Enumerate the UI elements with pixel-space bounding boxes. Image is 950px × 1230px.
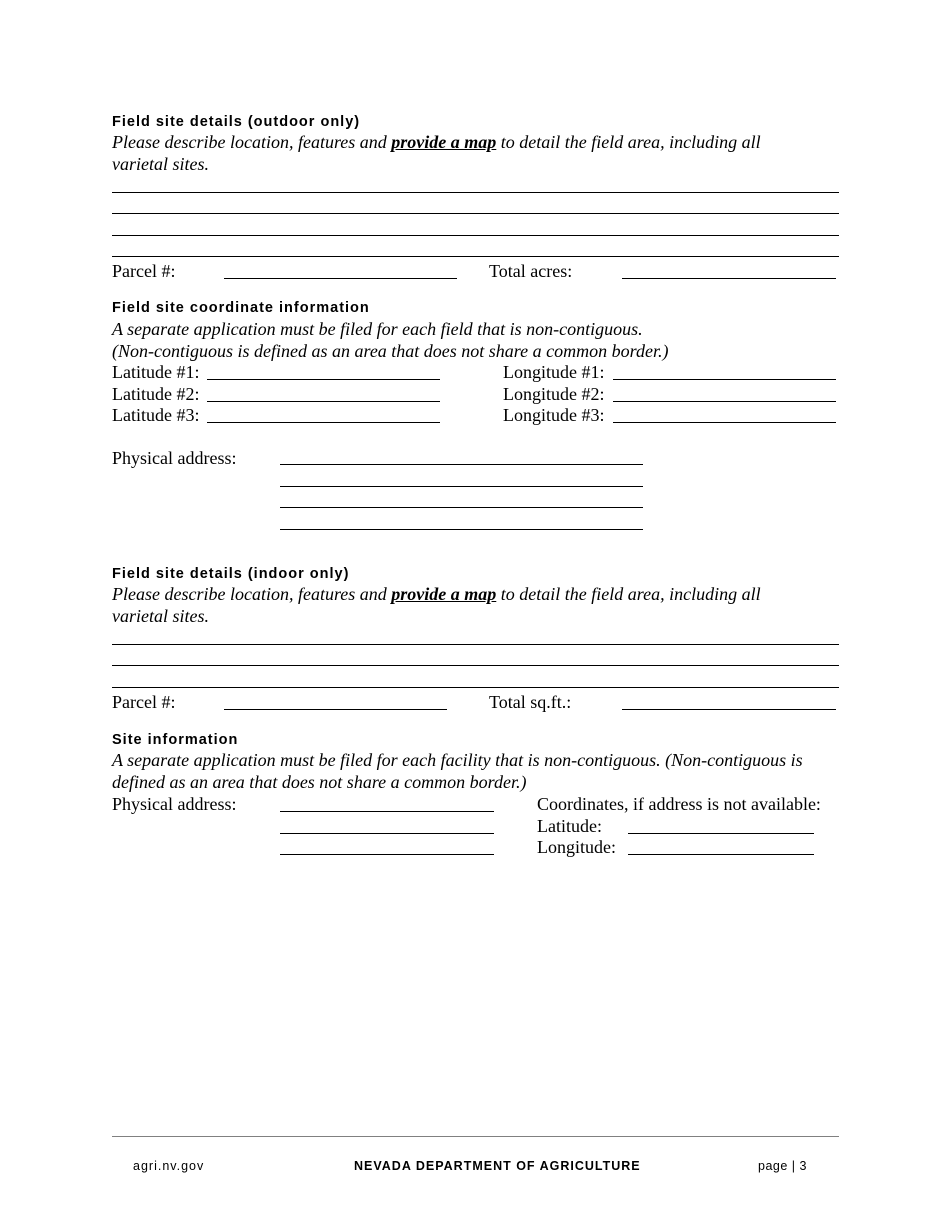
outdoor-total-field[interactable] [622, 278, 836, 279]
outdoor-parcel-field[interactable] [224, 278, 457, 279]
longitude-1-field[interactable] [613, 379, 836, 380]
footer-page-number: page | 3 [758, 1159, 807, 1173]
latitude-1-field[interactable] [207, 379, 440, 380]
outdoor-desc-line-4[interactable] [112, 256, 839, 257]
outdoor-map-link: provide a map [391, 132, 497, 152]
coords-note-1: A separate application must be filed for each field that is non-contiguous. [112, 319, 643, 339]
longitude-3-label: Longitude #3: [503, 405, 605, 425]
longitude-3-field[interactable] [613, 422, 836, 423]
latitude-1-label: Latitude #1: [112, 362, 200, 382]
latitude-3-label: Latitude #3: [112, 405, 200, 425]
outdoor-total-label: Total acres: [489, 261, 573, 281]
site-longitude-label: Longitude: [537, 837, 616, 857]
site-latitude-field[interactable] [628, 833, 814, 834]
indoor-desc-line-2[interactable] [112, 665, 839, 666]
site-longitude-field[interactable] [628, 854, 814, 855]
coords-address-label: Physical address: [112, 448, 237, 468]
site-address-label: Physical address: [112, 794, 237, 814]
indoor-description [112, 583, 812, 627]
longitude-2-label: Longitude #2: [503, 384, 605, 404]
site-address-line-2[interactable] [280, 833, 494, 834]
indoor-desc-post: to detail the field area, including all varietal sites. [112, 584, 761, 626]
indoor-total-field[interactable] [622, 709, 836, 710]
latitude-2-label: Latitude #2: [112, 384, 200, 404]
footer-website: agri.nv.gov [133, 1159, 205, 1173]
outdoor-desc-line-1[interactable] [112, 192, 839, 193]
site-note: A separate application must be filed for each facility that is non-contiguous. (Non-contiguous is defined as an area that does not share a common border.) [112, 750, 803, 792]
coords-address-line-3[interactable] [280, 507, 643, 508]
indoor-parcel-field[interactable] [224, 709, 447, 710]
coords-address-line-4[interactable] [280, 529, 643, 530]
outdoor-desc-line-2[interactable] [112, 213, 839, 214]
site-address-line-1[interactable] [280, 811, 494, 812]
outdoor-desc-post: to detail the field area, including all varietal sites. [112, 132, 761, 174]
latitude-2-field[interactable] [207, 401, 440, 402]
coords-heading: Field site coordinate information [112, 300, 370, 316]
indoor-desc-line-1[interactable] [112, 644, 839, 645]
coords-address-line-1[interactable] [280, 464, 643, 465]
coords-address-line-2[interactable] [280, 486, 643, 487]
coords-note-2: (Non-contiguous is defined as an area that does not share a common border.) [112, 341, 669, 361]
outdoor-parcel-label: Parcel #: [112, 261, 176, 281]
indoor-desc-pre: Please describe location, features and [112, 584, 392, 604]
longitude-2-field[interactable] [613, 401, 836, 402]
outdoor-heading: Field site details (outdoor only) [112, 114, 361, 130]
site-coords-label: Coordinates, if address is not available: [537, 794, 821, 814]
indoor-total-label: Total sq.ft.: [489, 692, 572, 712]
indoor-parcel-label: Parcel #: [112, 692, 176, 712]
outdoor-desc-line-3[interactable] [112, 235, 839, 236]
footer-department: NEVADA DEPARTMENT OF AGRICULTURE [354, 1159, 641, 1173]
site-heading: Site information [112, 732, 239, 748]
indoor-desc-line-3[interactable] [112, 687, 839, 688]
outdoor-desc-pre: Please describe location, features and [112, 132, 392, 152]
site-latitude-label: Latitude: [537, 816, 602, 836]
longitude-1-label: Longitude #1: [503, 362, 605, 382]
indoor-heading: Field site details (indoor only) [112, 566, 350, 582]
outdoor-description [112, 131, 812, 175]
latitude-3-field[interactable] [207, 422, 440, 423]
site-address-line-3[interactable] [280, 854, 494, 855]
footer-rule [112, 1136, 839, 1137]
indoor-map-link: provide a map [391, 584, 497, 604]
